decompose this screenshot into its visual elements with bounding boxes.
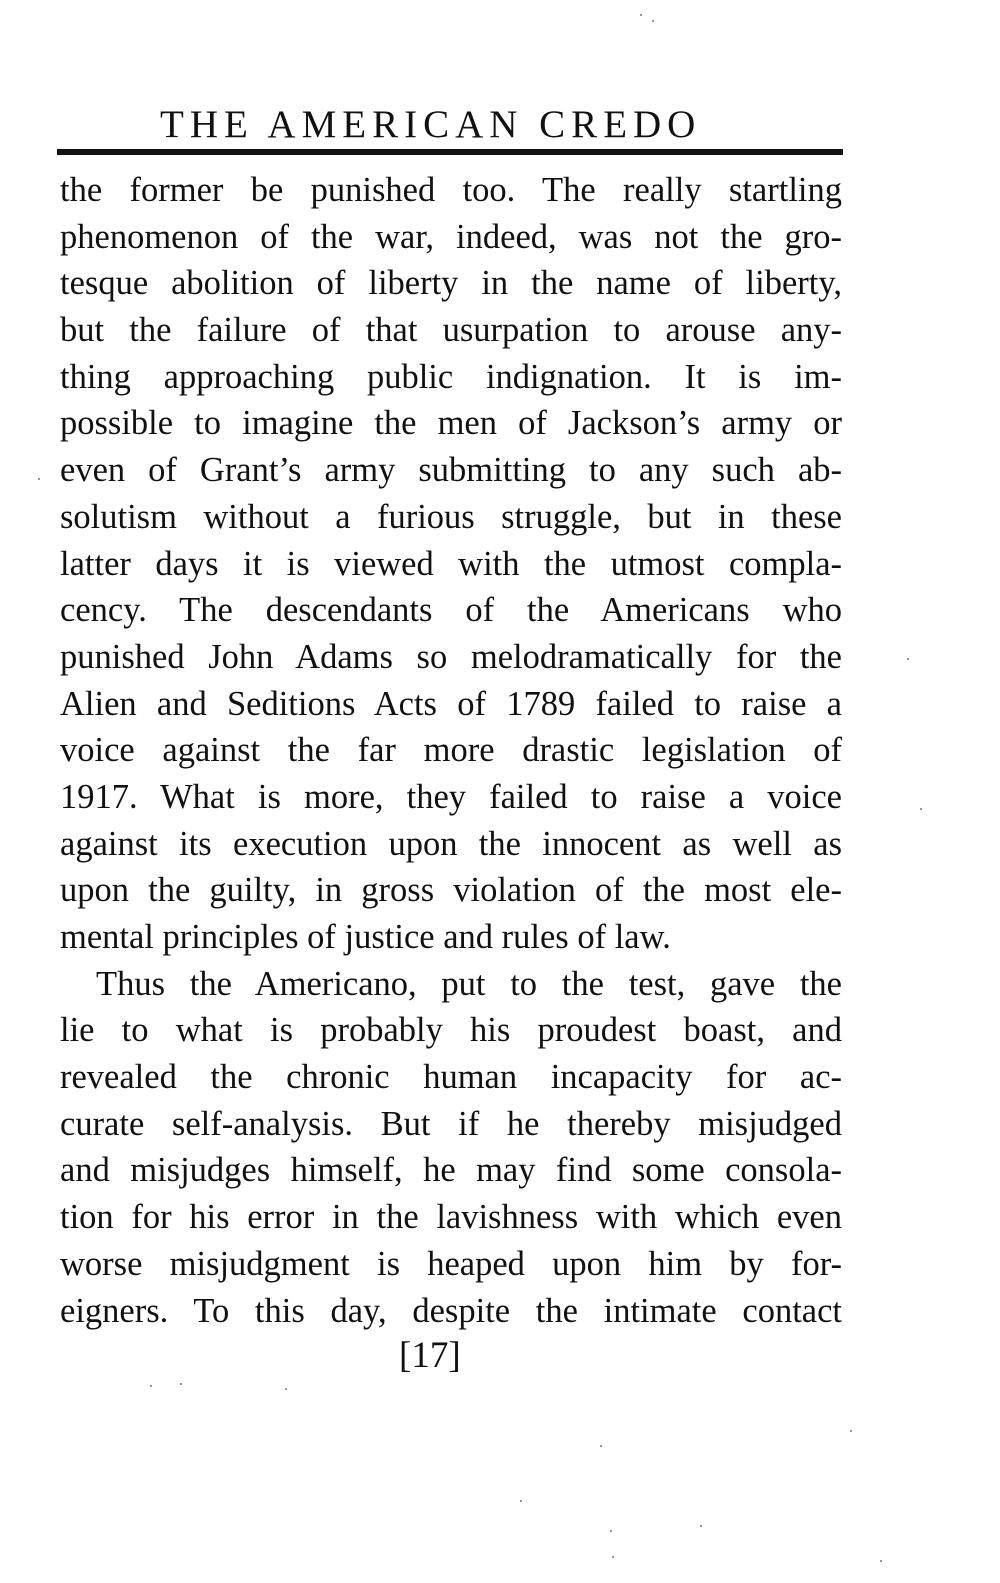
text-line: but the failure of that usurpation to arouse any- bbox=[60, 311, 842, 350]
text-line: worse misjudgment is heaped upon him by for- bbox=[60, 1244, 842, 1283]
scan-speck bbox=[600, 1445, 602, 1447]
paragraph-start-line: Thus the Americano, put to the test, gave the bbox=[96, 964, 842, 1003]
scan-speck bbox=[150, 1385, 152, 1387]
scan-speck bbox=[850, 1430, 852, 1432]
text-line: revealed the chronic human incapacity for ac- bbox=[60, 1058, 842, 1097]
scan-speck bbox=[907, 658, 909, 660]
scan-speck bbox=[640, 14, 642, 16]
text-line: thing approaching public indignation. It is im- bbox=[60, 357, 842, 396]
scan-speck bbox=[880, 1560, 882, 1562]
text-line: even of Grant’s army submitting to any such ab- bbox=[60, 451, 842, 490]
page-number: [17] bbox=[399, 1335, 461, 1376]
text-line: tesque abolition of liberty in the name of liberty, bbox=[60, 264, 842, 303]
scan-speck bbox=[180, 1383, 182, 1385]
body-text bbox=[60, 167, 842, 1334]
text-line: against its execution upon the innocent as well as bbox=[60, 824, 842, 863]
text-line: Alien and Seditions Acts of 1789 failed to raise a bbox=[60, 684, 842, 723]
paragraph-end-line: mental principles of justice and rules of law. bbox=[60, 918, 671, 956]
text-line: tion for his error in the lavishness with which even bbox=[60, 1198, 842, 1237]
text-line: cency. The descendants of the Americans who bbox=[60, 591, 842, 630]
running-header: THE AMERICAN CREDO bbox=[160, 103, 702, 146]
text-line: and misjudges himself, he may find some consola- bbox=[60, 1151, 842, 1190]
text-line: the former be punished too. The really startling bbox=[60, 171, 842, 209]
scan-speck bbox=[920, 808, 922, 810]
scan-speck bbox=[38, 478, 40, 480]
text-line: solutism without a furious struggle, but in these bbox=[60, 497, 842, 536]
text-line: upon the guilty, in gross violation of the most ele- bbox=[60, 871, 842, 910]
text-line: 1917. What is more, they failed to raise a voice bbox=[60, 777, 842, 816]
scan-speck bbox=[520, 1500, 522, 1502]
text-line: lie to what is probably his proudest boast, and bbox=[60, 1011, 842, 1050]
text-line: phenomenon of the war, indeed, was not the gro- bbox=[60, 217, 842, 256]
scan-speck bbox=[612, 1556, 614, 1558]
text-line: possible to imagine the men of Jackson’s army or bbox=[60, 404, 842, 443]
text-line: curate self-analysis. But if he thereby misjudged bbox=[60, 1104, 842, 1143]
text-line: punished John Adams so melodramatically for the bbox=[60, 637, 842, 676]
scan-speck bbox=[610, 1530, 612, 1532]
scan-speck bbox=[700, 1525, 702, 1527]
text-line: latter days it is viewed with the utmost compla- bbox=[60, 544, 842, 583]
scan-speck bbox=[285, 1388, 287, 1390]
text-line: eigners. To this day, despite the intimate contact bbox=[60, 1291, 842, 1330]
scan-speck bbox=[652, 20, 654, 22]
header-rule bbox=[57, 149, 843, 155]
text-line: voice against the far more drastic legislation of bbox=[60, 731, 842, 770]
